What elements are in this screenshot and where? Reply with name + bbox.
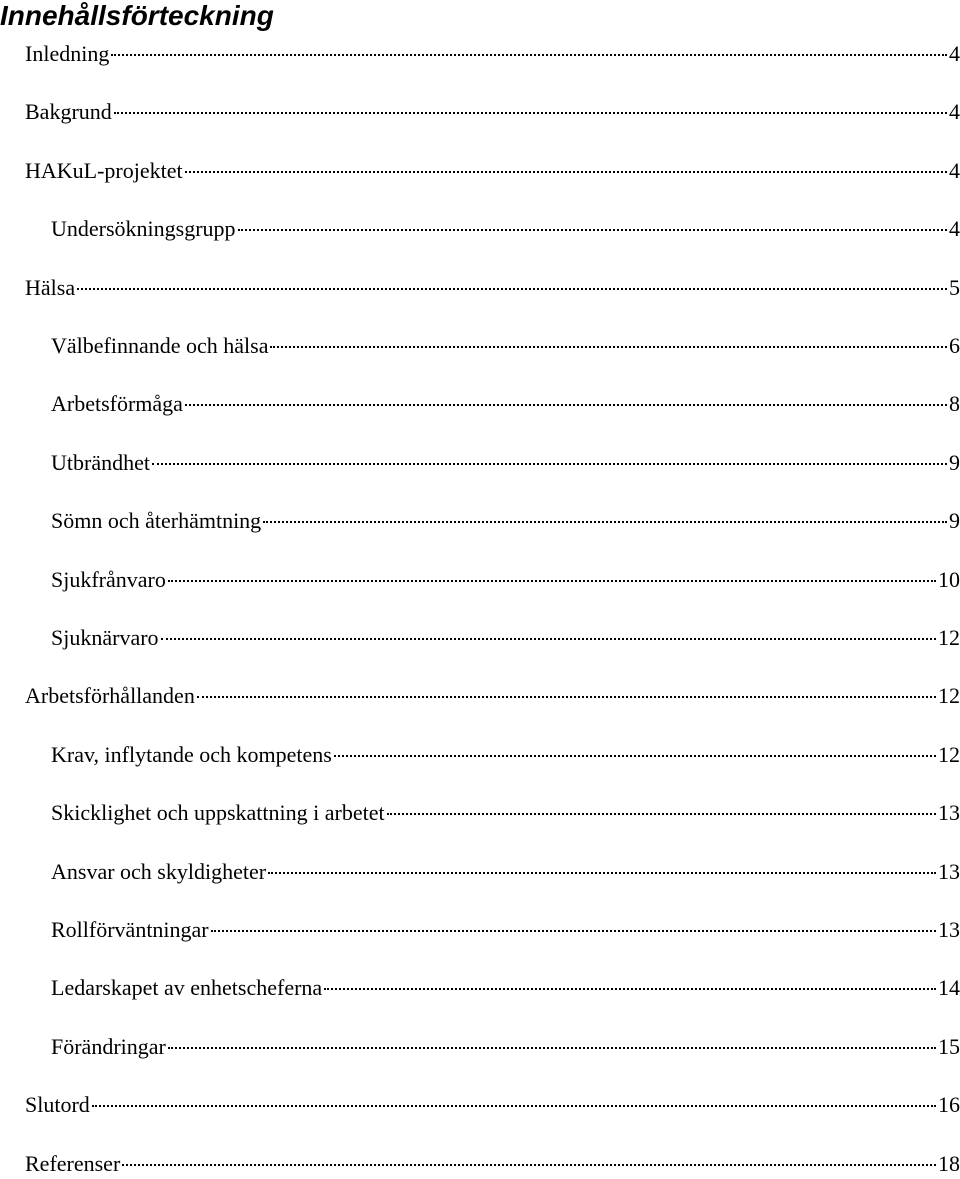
toc-entry-label: HAKuL-projektet — [25, 157, 183, 183]
toc-entry-label: Slutord — [25, 1092, 90, 1118]
toc-entry-label: Förändringar — [51, 1033, 166, 1059]
toc-entry-page-number: 6 — [949, 333, 960, 358]
toc-entry-label: Arbetsförmåga — [51, 391, 183, 417]
toc-dot-leader — [263, 521, 947, 523]
toc-entry[interactable] — [51, 798, 960, 828]
toc-entry[interactable] — [51, 389, 960, 419]
toc-entry-label: Välbefinnande och hälsa — [51, 333, 269, 358]
toc-entry[interactable] — [51, 973, 960, 1003]
toc-dot-leader — [197, 696, 936, 698]
toc-entry-page-number: 4 — [949, 41, 960, 66]
toc-entry[interactable] — [51, 1032, 960, 1062]
toc-dot-leader — [268, 872, 936, 874]
toc-entry-page-number: 9 — [949, 449, 960, 475]
toc-entry-page-number: 15 — [938, 1033, 960, 1059]
toc-entry-page-number: 14 — [938, 975, 960, 1001]
toc-dot-leader — [387, 813, 936, 815]
toc-entry-page-number: 5 — [949, 274, 960, 300]
toc-entry-page-number: 10 — [938, 566, 960, 592]
toc-dot-leader — [114, 112, 947, 114]
toc-entry-label: Undersökningsgrupp — [51, 216, 236, 242]
toc-entry-page-number: 18 — [938, 1150, 960, 1176]
toc-dot-leader — [152, 463, 947, 465]
toc-entry-label: Skicklighet och uppskattning i arbetet — [51, 800, 385, 826]
toc-entry-label: Sjukfrånvaro — [51, 566, 166, 592]
toc-dot-leader — [185, 171, 947, 173]
toc-dot-leader — [92, 1105, 936, 1107]
toc-entry-page-number: 13 — [938, 858, 960, 884]
toc-entry[interactable] — [25, 273, 960, 303]
toc-entry[interactable] — [25, 681, 960, 711]
toc-entry-page-number: 4 — [949, 99, 960, 125]
toc-dot-leader — [185, 404, 947, 406]
toc-entry[interactable] — [51, 214, 960, 244]
toc-dot-leader — [270, 346, 947, 348]
toc-entry-label: Referenser — [25, 1150, 121, 1176]
toc-entry-label: Utbrändhet — [51, 449, 150, 475]
toc-title: Innehållsförteckning — [0, 0, 274, 31]
toc-entry-label: Arbetsförhållanden — [25, 683, 195, 709]
toc-entry-page-number: 16 — [938, 1092, 960, 1118]
toc-entry-page-number: 12 — [938, 741, 960, 767]
toc-entry-page-number: 13 — [938, 800, 960, 826]
toc-entry-page-number: 4 — [949, 216, 960, 242]
toc-entry[interactable] — [51, 857, 960, 887]
toc-entry[interactable] — [51, 740, 960, 770]
toc-entry-page-number: 12 — [938, 625, 960, 650]
toc-entry-label: Sömn och återhämtning — [51, 508, 262, 534]
toc-dot-leader — [238, 229, 947, 231]
toc-entry-label: Ansvar och skyldigheter — [51, 858, 267, 884]
toc-dot-leader — [77, 288, 947, 290]
toc-entry[interactable] — [51, 331, 960, 361]
toc-entry[interactable] — [51, 448, 960, 478]
toc-entry-page-number: 9 — [949, 508, 960, 534]
toc-entry-label: Ledarskapet av enhetscheferna — [51, 975, 323, 1001]
toc-dot-leader — [161, 638, 936, 640]
toc-entry[interactable] — [51, 565, 960, 595]
toc-entry-page-number: 8 — [949, 391, 960, 417]
toc-dot-leader — [122, 1164, 936, 1166]
toc-entry-label: Hälsa — [25, 274, 76, 300]
toc-entry[interactable] — [25, 39, 960, 69]
toc-entry-label: Inledning — [25, 41, 110, 66]
toc-entry[interactable] — [25, 97, 960, 127]
toc-entry-page-number: 4 — [949, 157, 960, 183]
toc-dot-leader — [324, 988, 936, 990]
toc-entry-page-number: 12 — [938, 683, 960, 709]
toc-entry[interactable] — [25, 1149, 960, 1179]
toc-entry-label: Krav, inflytande och kompetens — [51, 741, 332, 767]
toc-entry-label: Bakgrund — [25, 99, 112, 125]
toc-dot-leader — [168, 1047, 936, 1049]
toc-dot-leader — [111, 54, 947, 56]
toc-dot-leader — [334, 755, 936, 757]
toc-dot-leader — [211, 930, 936, 932]
toc-entry[interactable] — [25, 1090, 960, 1120]
toc-entry-label: Rollförväntningar — [51, 917, 209, 942]
toc-entry-page-number: 13 — [938, 917, 960, 942]
toc-entry[interactable] — [51, 623, 960, 653]
toc-entry-label: Sjuknärvaro — [51, 625, 159, 650]
toc-entry[interactable] — [51, 506, 960, 536]
toc-entry[interactable] — [25, 156, 960, 186]
toc-entry[interactable] — [51, 915, 960, 945]
toc-dot-leader — [168, 580, 936, 582]
